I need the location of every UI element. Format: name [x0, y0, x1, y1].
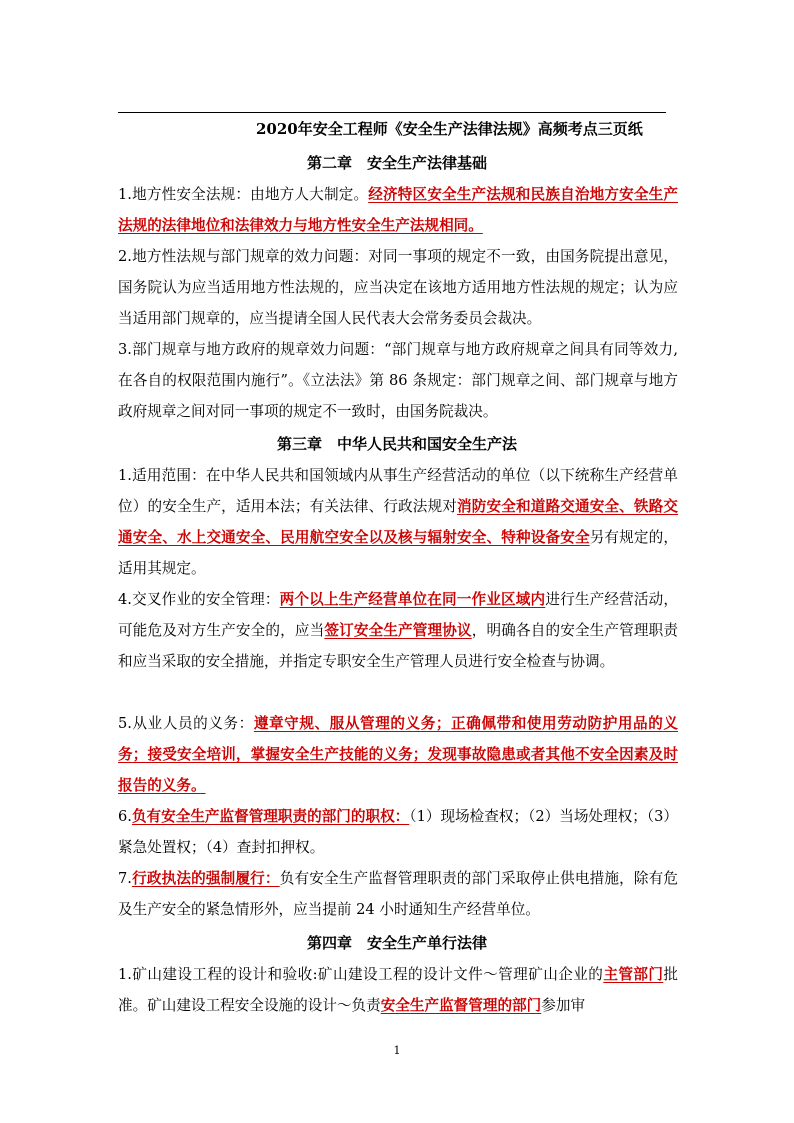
ch3-item-6	[118, 801, 678, 863]
ch3-item-7-text: 负有安全生产监督管理职责的部门采取停止供电措施，除有危及生产安全的紧急情形外，应当提前 24 小时通知生产经营单位。	[118, 870, 678, 918]
ch3-item-6-text: （1）现场检查权；（2）当场处理权；（3）紧急处置权；（4）查封扣押权。	[118, 808, 678, 856]
ch3-item-7-number: 7.	[118, 870, 132, 887]
document-title: 2020年安全工程师《安全生产法律法规》高频考点三页纸	[256, 120, 643, 138]
ch3-item-1-text: 1.适用范围：在中华人民共和国领域内从事生产经营活动的单位（以下统称生产经营单位）的安全生产，适用本法；有关法律、行政法规对	[118, 467, 678, 515]
ch3-item-4-highlight-a: 两个以上生产经营单位在同一作业区域内	[279, 591, 546, 608]
ch3-item-4-text-c: ，明确各自的安全生产管理职责和应当采取的安全措施，并指定专职安全生产管理人员进行安全检查与协调。	[118, 622, 678, 670]
ch3-item-4-text-a: 4.交叉作业的安全管理：	[118, 591, 280, 608]
ch3-item-4	[118, 584, 678, 677]
header-rule	[118, 112, 666, 113]
ch3-item-6-highlight: 负有安全生产监督管理职责的部门的职权：	[131, 808, 410, 825]
chapter-3-heading: 第三章 中华人民共和国安全生产法	[276, 435, 517, 453]
page-number: 1	[393, 1044, 401, 1057]
ch3-item-5-highlight: 遵章守规、服从管理的义务；正确佩带和使用劳动防护用品的义务；接受安全培训，掌握安全生产技能的义务；发现事故隐患或者其他不安全因素及时报告的义务。	[118, 715, 678, 794]
ch3-item-5	[118, 708, 678, 801]
ch3-item-1-highlight: 消防安全和道路交通安全、铁路交通安全、水上交通安全、民用航空安全以及核与辐射安全、特种设备安全	[118, 498, 678, 546]
ch3-item-1	[118, 460, 678, 584]
ch3-item-7	[118, 863, 678, 925]
ch3-item-7-highlight: 行政执法的强制履行：	[131, 870, 280, 887]
ch3-item-1-tail: 另有规定的，适用其规定。	[118, 529, 678, 577]
ch4-item-1-highlight-b: 安全生产监督管理的部门	[380, 997, 542, 1014]
ch4-item-1	[118, 959, 678, 1021]
ch2-item-2: 2.地方性法规与部门规章的效力问题：对同一事项的规定不一致，由国务院提出意见，国务院认为应当适用地方性法规的，应当决定在该地方适用地方性法规的规定；认为应当适用部门规章的，应当提请全国人民代表大会常务委员会裁决。	[118, 248, 678, 327]
ch4-item-1-text-b: 批准。矿山建设工程安全设施的设计～负责	[118, 966, 678, 1014]
ch2-item-1-text: 1.地方性安全法规：由地方人大制定。	[118, 186, 369, 203]
ch2-item-1-highlight: 经济特区安全生产法规和民族自治地方安全生产法规的法律地位和法律效力与地方性安全生产法规相同。	[118, 186, 678, 234]
ch4-item-1-highlight-a: 主管部门	[603, 966, 664, 983]
ch3-item-5-text: 5.从业人员的义务：	[118, 715, 254, 732]
ch3-item-4-text-b: 进行生产经营活动，可能危及对方生产安全的，应当	[118, 591, 678, 639]
ch3-item-6-number: 6.	[118, 808, 132, 825]
ch2-item-1	[118, 179, 678, 241]
ch3-item-4-highlight-b: 签订安全生产管理协议	[324, 622, 472, 639]
ch4-item-1-text-c: 参加审	[541, 997, 586, 1014]
chapter-4-heading: 第四章 安全生产单行法律	[306, 934, 487, 952]
ch4-item-1-text-a: 1.矿山建设工程的设计和验收:矿山建设工程的设计文件～管理矿山企业的	[118, 966, 604, 983]
chapter-2-heading: 第二章 安全生产法律基础	[306, 154, 487, 172]
ch2-item-3: 3.部门规章与地方政府的规章效力问题：“部门规章与地方政府规章之间具有同等效力,在各自的权限范围内施行”。《立法法》第 86 条规定：部门规章之间、部门规章与地方政府规章之间对同一事项的规定不一致时，由国务院裁决。	[118, 341, 678, 420]
